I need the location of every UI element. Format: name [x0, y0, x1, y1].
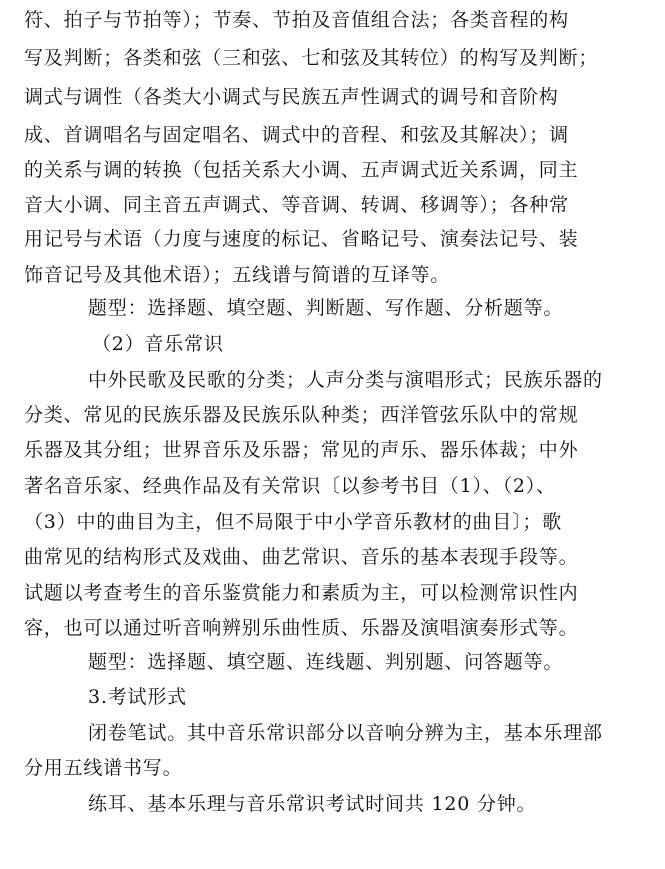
paragraph-line: 分类、常见的民族乐器及民族乐队种类；西洋管弦乐队中的常规 [24, 404, 579, 426]
paragraph-line: 写及判断；各类和弦（三和弦、七和弦及其转位）的构写及判断； [24, 47, 599, 69]
paragraph-line: 的关系与调的转换（包括关系大小调、五声调式近关系调，同主 [24, 159, 579, 181]
question-types-line: 题型：选择题、填空题、连线题、判别题、问答题等。 [88, 651, 564, 673]
paragraph-line: 成、首调唱名与固定唱名、调式中的音程、和弦及其解决）；调 [24, 124, 569, 146]
paragraph-line: 音大小调、同主音五声调式、等音调、转调、移调等）；各种常 [24, 194, 569, 216]
paragraph-line: 闭卷笔试。其中音乐常识部分以音响分辨为主，基本乐理部 [88, 722, 603, 744]
question-types-line: 题型：选择题、填空题、判断题、写作题、分析题等。 [88, 297, 564, 319]
paragraph-line: 中外民歌及民歌的分类；人声分类与演唱形式；民族乐器的 [88, 369, 603, 391]
section-heading: 3.考试形式 [88, 686, 187, 708]
paragraph-line: 试题以考查考生的音乐鉴赏能力和素质为主，可以检测常识性内 [24, 582, 579, 604]
paragraph-line: 著名音乐家、经典作品及有关常识〔以参考书目（1）、（2）、 [24, 475, 556, 497]
paragraph-line: 容，也可以通过听音响辨别乐曲性质、乐器及演唱演奏形式等。 [24, 617, 579, 639]
paragraph-line: 乐器及其分组；世界音乐及乐器；常见的声乐、器乐体裁；中外 [24, 439, 579, 461]
paragraph-line: （3）中的曲目为主，但不局限于中小学音乐教材的曲目〕；歌 [24, 511, 562, 533]
paragraph-line: 饰音记号及其他术语）；五线谱与简谱的互译等。 [24, 264, 451, 286]
paragraph-line: 调式与调性（各类大小调式与民族五声性调式的调号和音阶构 [24, 86, 559, 108]
paragraph-line: 练耳、基本乐理与音乐常识考试时间共 120 分钟。 [88, 793, 537, 815]
paragraph-line: 符、拍子与节拍等）；节奏、节拍及音值组合法；各类音程的构 [24, 9, 569, 31]
paragraph-line: 曲常见的结构形式及戏曲、曲艺常识、音乐的基本表现手段等。 [24, 546, 579, 568]
paragraph-line: 用记号与术语（力度与速度的标记、省略记号、演奏法记号、装 [24, 228, 579, 250]
paragraph-line: 分用五线谱书写。 [24, 757, 183, 779]
section-heading: （2）音乐常识 [92, 333, 224, 355]
